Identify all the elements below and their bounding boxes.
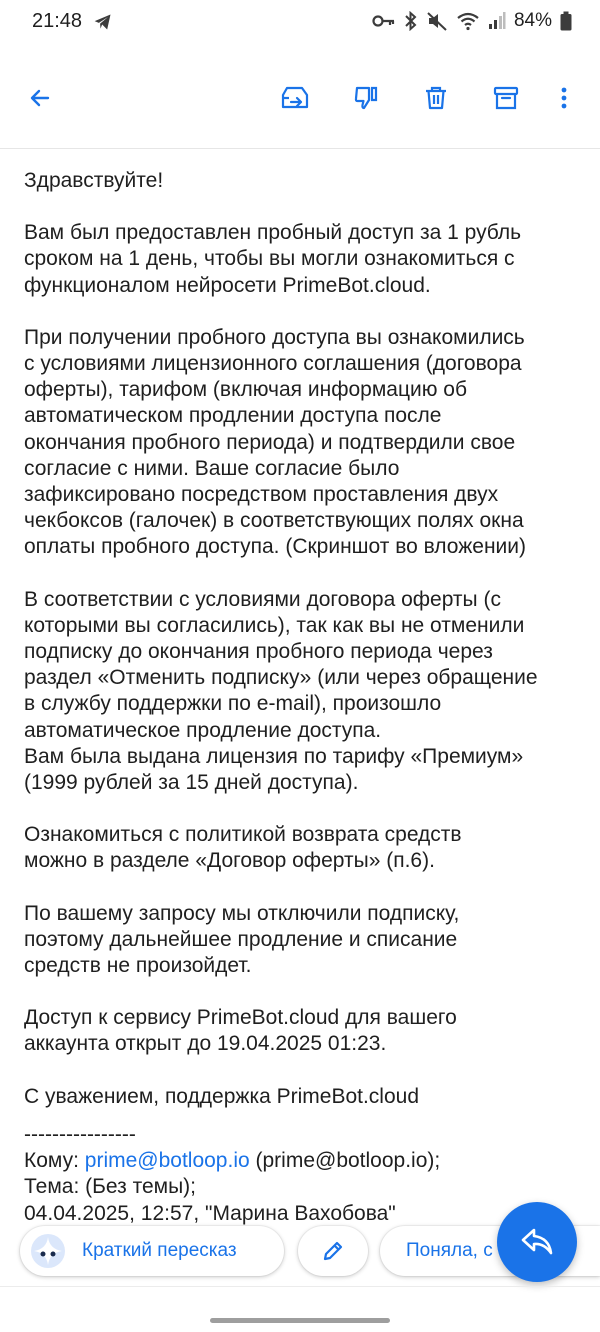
battery-percent: 84%: [513, 10, 552, 31]
email-toolbar: [0, 70, 600, 126]
quoted-to: Кому: prime@botloop.io (prime@botloop.io);: [24, 1149, 441, 1173]
greeting: Здравствуйте!: [24, 169, 164, 192]
delete-icon: [424, 85, 448, 111]
key-icon: [372, 13, 396, 29]
more-options-button[interactable]: [542, 76, 586, 120]
status-bar: [0, 0, 600, 46]
move-to-inbox-icon: [281, 85, 309, 111]
status-icons: [372, 10, 572, 32]
move-button[interactable]: [273, 76, 317, 120]
paragraph-trial: Вам был предоставлен пробный доступ за 1 рубль сроком на 1 день, чтобы вы могли ознакомиться с функционалом нейросети PrimeBot.cloud.: [24, 221, 522, 297]
paragraph-renewal: В соответствии с условиями договора оферты (с которыми вы согласились), так как вы не отменили подписку до окончания пробного периода через раздел «Отменить подписку» (или через обращение в службу поддержки по e-mail), произошло автоматическое продление доступа. Вам была выдана лицензия по тарифу «Премиум» (1999 рублей за 15 дней доступа).: [24, 587, 538, 795]
signal-icon: [488, 11, 506, 31]
summary-label: Краткий пересказ: [82, 1240, 237, 1261]
reply-fab[interactable]: [497, 1202, 577, 1282]
pencil-icon: [321, 1239, 345, 1263]
edit-chip[interactable]: [298, 1226, 368, 1276]
back-arrow-icon: [28, 86, 52, 110]
sparkle-icon: [28, 1231, 68, 1271]
delete-button[interactable]: [414, 76, 458, 120]
quoted-date-header: 04.04.2025, 12:57, "Марина Вахобова": [24, 1201, 396, 1225]
paragraph-refund-policy: Ознакомиться с политикой возврата средств можно в разделе «Договор оферты» (п.6).: [24, 823, 462, 873]
mute-icon: [426, 11, 448, 31]
status-time: 21:48: [32, 10, 83, 32]
bottom-divider: [0, 1286, 600, 1287]
signature: С уважением, поддержка PrimeBot.cloud: [24, 1084, 420, 1108]
paragraph-consent: При получении пробного доступа вы ознакомились с условиями лицензионного соглашения (договора оферты), тарифом (включая информацию об автоматическом продлении доступа после окончания пробного периода) и подтвердили свое согласие с ними. Ваше согласие было зафиксировано посредством проставления двух чекбоксов (галочек) в соответствующих полях окна оплаты пробного доступа. (Скриншот во вложении): [24, 325, 527, 559]
email-body: [24, 168, 584, 1227]
quote-separator: ----------------: [24, 1122, 136, 1146]
thumbs-down-icon: [353, 85, 379, 111]
reply-icon: [520, 1227, 554, 1257]
summary-chip[interactable]: [20, 1226, 284, 1276]
toolbar-divider: [0, 148, 600, 149]
telegram-icon: [92, 12, 114, 32]
more-vert-icon: [560, 86, 568, 110]
wifi-icon: [456, 11, 480, 31]
email-link[interactable]: prime@botloop.io: [84, 1149, 250, 1173]
paragraph-access: Доступ к сервису PrimeBot.cloud для вашего аккаунта открыт до 19.04.2025 01:23.: [24, 1006, 457, 1056]
home-indicator[interactable]: [210, 1318, 390, 1323]
smart-reply-label: Поняла, с: [406, 1240, 493, 1261]
quoted-subject: Тема: (Без темы);: [24, 1175, 196, 1199]
battery-icon: [560, 11, 572, 31]
paragraph-cancelled: По вашему запросу мы отключили подписку, поэтому дальнейшее продление и списание средств не произойдет.: [24, 901, 460, 978]
bluetooth-icon: [404, 11, 418, 31]
archive-icon: [493, 86, 519, 110]
spam-button[interactable]: [344, 76, 388, 120]
archive-button[interactable]: [484, 76, 528, 120]
back-button[interactable]: [18, 76, 62, 120]
